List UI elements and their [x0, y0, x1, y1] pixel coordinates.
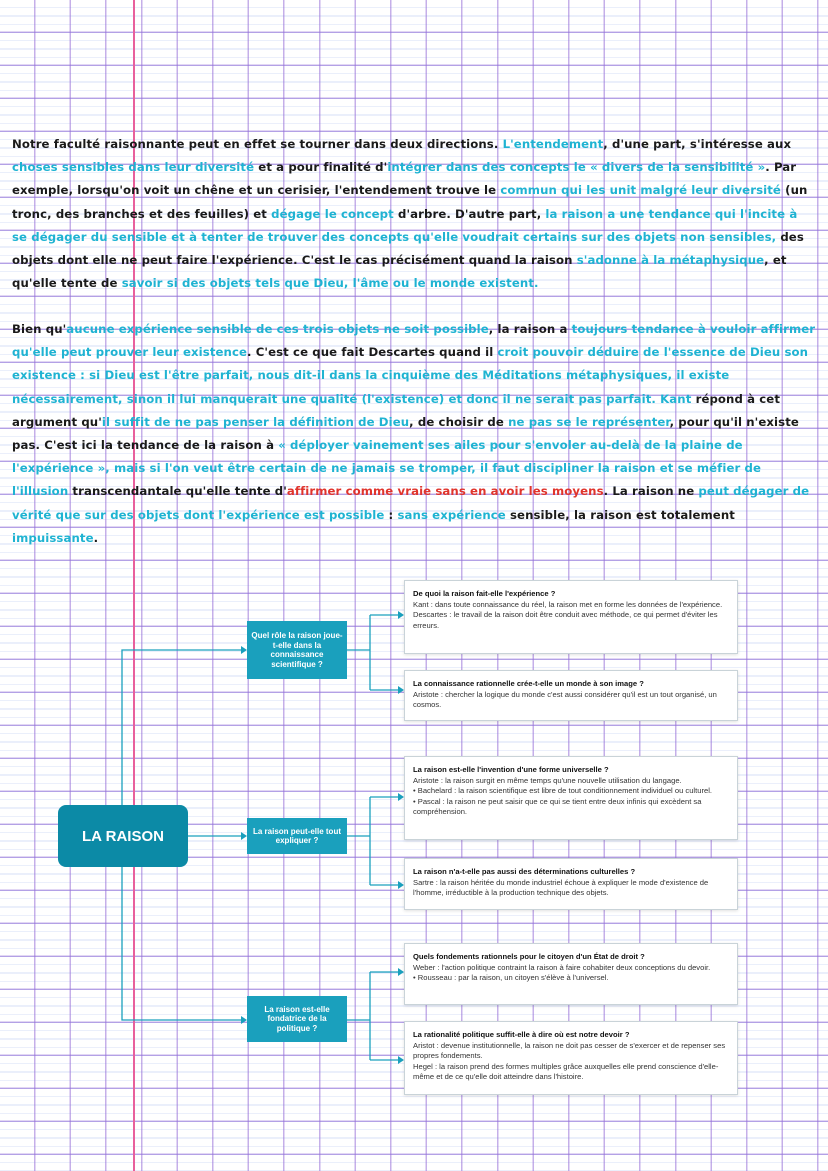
highlighted-text: toujours tendance à vouloir affirmer qu'elle peut prouver leur existence	[12, 322, 816, 360]
body-text: Bien qu'	[12, 322, 67, 336]
highlighted-text: dégage le concept	[271, 206, 394, 221]
card-2-1	[404, 756, 738, 840]
card-title: La raison n'a-t-elle pas aussi des déterminations culturelles ?	[413, 867, 636, 876]
card-title: La rationalité politique suffit-elle à dire où est notre devoir ?	[413, 1030, 630, 1039]
highlighted-text: impuissante	[12, 530, 94, 545]
body-text: (un tronc, des branches et des feuilles) et	[12, 183, 808, 221]
highlighted-text: « déployer vainement ses ailes pour s'envoler au-delà de la plaine de l'expérience », mais si l'on veut être certain de ne jamais se tromper, il faut discipliner la raison et se méfier de l'illusion	[12, 438, 762, 499]
highlighted-text: Kant	[660, 391, 692, 406]
highlighted-text: affirmer comme vraie sans en avoir les moyens	[286, 484, 604, 499]
body-text: . C'est ce que fait Descartes quand il	[247, 345, 498, 360]
highlighted-text: commun qui les unit malgré leur diversité	[500, 183, 781, 198]
body-text: , et qu'elle tente de	[12, 253, 787, 291]
body-text: sensible, la raison est totalement	[505, 507, 735, 522]
body-text: , la raison a	[488, 322, 572, 336]
highlighted-text: croit pouvoir déduire de l'essence de Dieu son existence : si Dieu est l'être parfait, nous dit-il dans la cinquième des Méditations métaphysiques, il existe nécessairement, sinon il lui manquerait une qualité (l'existence) et donc il ne serait pas parfait.	[12, 345, 809, 406]
card-line: Weber : l'action politique contraint la raison à faire cohabiter deux conceptions du devoir.	[413, 962, 711, 972]
card-title: La connaissance rationnelle crée-t-elle un monde à son image ?	[413, 679, 644, 688]
body-text: , pour qu'il n'existe pas. C'est ici la tendance de la raison à	[12, 414, 799, 453]
body-text: des objets dont elle ne peut faire l'expérience. C'est le cas précisément quand la raison	[12, 229, 804, 268]
body-text: d'arbre. D'autre part,	[393, 206, 546, 221]
body-text: répond à cet argument qu'	[12, 391, 781, 429]
body-text: , de choisir de	[409, 414, 509, 429]
card-3-1	[404, 943, 738, 1005]
highlighted-text: L'entendement	[502, 137, 604, 151]
card-line: Aristot : devenue institutionnelle, la raison ne doit pas cesser de s'exercer et de repenser ses propres fondements.	[413, 1040, 726, 1060]
card-line: Sartre : la raison héritée du monde industriel échoue à expliquer le mode d'existence de l'homme, irréductible à la production technique des objets.	[413, 877, 709, 897]
body-text: et a pour finalité d'	[254, 160, 388, 175]
body-text: .	[93, 530, 99, 545]
card-line: Hegel : la raison prend des formes multiples grâce auxquelles elle prend conscience d'elle-même et de ce qu'elle doit atteindre dans l'histoire.	[413, 1061, 719, 1081]
body-text: , d'une part, s'intéresse aux	[603, 137, 792, 151]
highlighted-text: aucune expérience sensible de ces trois objets ne soit possible	[66, 322, 489, 336]
highlighted-text: choses sensibles dans leur diversité	[12, 160, 255, 175]
branch-question-2: La raison peut-elle tout expliquer ?	[247, 818, 347, 854]
highlighted-text: intégrer dans des concepts le « divers de la sensibilité »	[387, 160, 766, 175]
card-1-1	[404, 580, 738, 654]
card-3-2	[404, 1021, 738, 1095]
highlighted-text: il suffit de ne pas penser la définition de Dieu	[101, 414, 410, 429]
card-line: Kant : dans toute connaissance du réel, la raison met en forme les données de l'expérience.	[413, 599, 723, 609]
card-title: Quels fondements rationnels pour le citoyen d'un État de droit ?	[413, 952, 645, 961]
card-title: La raison est-elle l'invention d'une forme universelle ?	[413, 765, 609, 774]
branch-question-3: La raison est-elle fondatrice de la politique ?	[247, 996, 347, 1042]
card-line: Descartes : le travail de la raison doit être conduit avec méthode, ce qui permet d'éviter les erreurs.	[413, 610, 718, 630]
highlighted-text: peut dégager de vérité que sur des objets dont l'expérience est possible	[12, 484, 810, 522]
body-text: transcendantale qu'elle tente d'	[68, 484, 287, 499]
highlighted-text: ne pas se le représenter	[508, 414, 670, 429]
connector-branch-3	[347, 972, 402, 1060]
card-line: • Pascal : la raison ne peut saisir que ce qui se tient entre deux infinis qui excèdent sa compréhension.	[413, 796, 702, 816]
card-title: De quoi la raison fait-elle l'expérience ?	[413, 589, 556, 598]
body-text: Notre faculté raisonnante peut en effet se tourner dans deux directions.	[12, 137, 503, 151]
card-line: • Rousseau : par la raison, un citoyen s'élève à l'universel.	[413, 973, 609, 982]
highlighted-text: s'adonne à la métaphysique	[576, 253, 765, 268]
connector-branch-2	[347, 797, 402, 885]
card-1-2	[404, 670, 738, 721]
card-2-2	[404, 858, 738, 910]
card-line: • Bachelard : la raison scientifique est libre de tout conditionnement individuel ou culturel.	[413, 786, 712, 795]
body-text: . Par exemple, lorsqu'on voit un chêne et un cerisier, l'entendement trouve le	[12, 160, 797, 198]
branch-question-1: Quel rôle la raison joue-t-elle dans la connaissance scientifique ?	[247, 621, 347, 679]
body-text: :	[384, 507, 398, 522]
body-text: . La raison ne	[603, 484, 699, 499]
mindmap-root: LA RAISON	[58, 805, 188, 867]
card-line: Aristote : chercher la logique du monde c'est aussi considérer qu'il est un tout organisé, un cosmos.	[413, 689, 717, 709]
highlighted-text: sans expérience	[397, 507, 506, 522]
highlighted-text: savoir si des objets tels que Dieu, l'âme ou le monde existent.	[121, 276, 539, 291]
highlighted-text: la raison a une tendance qui l'incite à se dégager du sensible et à tenter de trouver des concepts qu'elle voudrait certains sur des objets non sensibles,	[12, 206, 798, 244]
connector-branch-1	[347, 615, 402, 690]
card-line: Aristote : la raison surgit en même temps qu'une nouvelle utilisation du langage.	[413, 775, 682, 785]
